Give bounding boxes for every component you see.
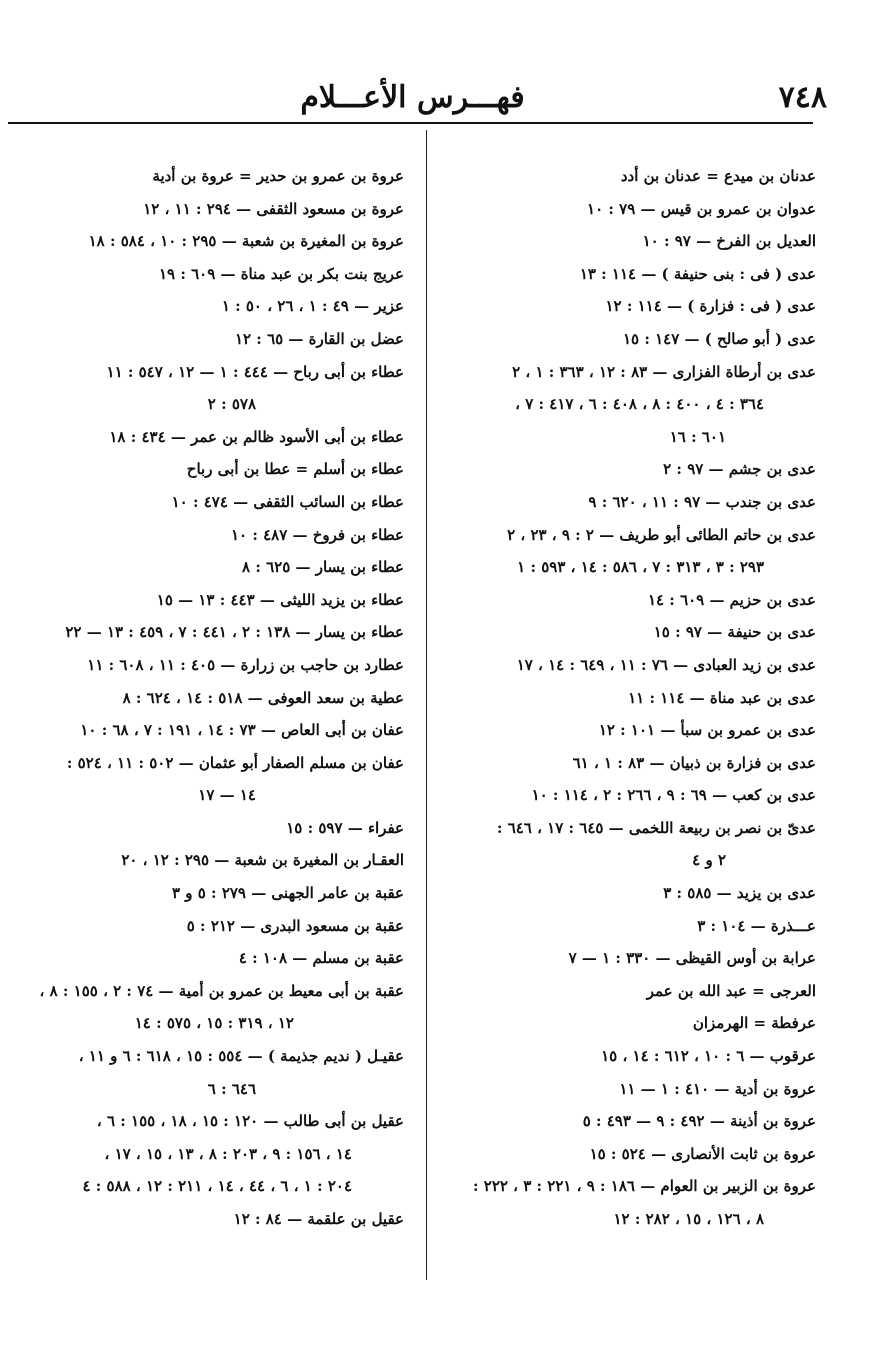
index-entry-continuation: ١٢ ، ٣١٩ : ١٥ ، ٥٧٥ : ١٤: [134, 1014, 294, 1033]
index-entry: عضل بن القارة — ٦٥ : ١٢: [234, 329, 404, 348]
index-entry: عـــذرة — ١٠٤ : ٣: [697, 916, 816, 935]
index-entry: عروة بن ثابت الأنصارى — ٥٢٤ : ١٥: [589, 1144, 816, 1163]
index-entry-continuation: ٢٩٣ : ٣ ، ٣١٣ : ٧ ، ٥٨٦ : ١٤ ، ٥٩٣ : ١: [517, 558, 764, 577]
index-entry: عروة بن المغيرة بن شعبة — ٢٩٥ : ١٠ ، ٥٨٤ : ١٨: [88, 232, 404, 251]
index-entry: عطارد بن حاجب بن زرارة — ٤٠٥ : ١١ ، ٦٠٨ : ١١: [87, 655, 404, 674]
index-entry: عطاء بن أبى الأسود ظالم بن عمر — ٤٣٤ : ١٨: [109, 427, 404, 446]
index-entry: عروة بن الزبير بن العوام — ١٨٦ : ٩ ، ٢٢١ : ٣ ، ٢٢٢ :: [473, 1177, 816, 1196]
index-entry-continuation: ٨ ، ١٢٦ ، ١٥ ، ٢٨٢ : ١٢: [613, 1210, 764, 1228]
index-entry-continuation: ٢٠٤ : ١ ، ٦ ، ٤٤ ، ١٤ ، ٢١١ : ١٢ ، ٥٨٨ : ٤: [82, 1177, 352, 1196]
index-entry: عطاء بن يزيد الليثى — ٤٤٣ : ١٣ — ١٥: [156, 590, 404, 609]
index-entry: عروة بن أدية — ٤١٠ : ١ — ١١: [619, 1079, 816, 1098]
index-entry: عطاء بن أبى رباح — ٤٤٤ : ١ — ١٢ ، ٥٤٧ : ١١: [106, 362, 404, 381]
index-entry: عطاء بن أسلم = عطا بن أبى رباح: [186, 460, 404, 479]
index-entry: عدى بن أرطاة الفزارى — ٨٣ : ١٢ ، ٣٦٣ : ١ ، ٢: [512, 362, 816, 381]
index-entry-continuation: ٥٧٨ : ٢: [207, 395, 256, 414]
index-entry: عروة بن أذينة — ٤٩٢ : ٩ — ٤٩٣ : ٥: [582, 1112, 816, 1131]
index-entry: عدى ( أبو صالح ) — ١٤٧ : ١٥: [622, 329, 816, 348]
index-entry: عدى بن جندب — ٩٧ : ١١ ، ٦٢٠ : ٩: [588, 492, 816, 511]
index-entry: عطاء بن السائب الثقفى — ٤٧٤ : ١٠: [171, 492, 404, 511]
index-entry: عطاء بن يسار — ١٣٨ : ٢ ، ٤٤١ : ٧ ، ٤٥٩ : ١٣ — ٢٢: [65, 623, 404, 642]
index-entry: عفان بن مسلم الصفار أبو عثمان — ٥٠٢ : ١١ ، ٥٢٤ :: [66, 753, 404, 772]
index-entry: عدى بن حنيفة — ٩٧ : ١٥: [653, 623, 816, 642]
index-entry: عطاء بن فروخ — ٤٨٧ : ١٠: [230, 525, 404, 544]
index-entry-continuation: ٦٠١ : ١٦: [669, 427, 726, 446]
index-entry: عزير — ٤٩ : ١ ، ٢٦ ، ٥٠ : ١: [221, 297, 404, 316]
index-entry-continuation: ١٤ — ١٧: [198, 786, 256, 805]
index-entry: عدى بن حزيم — ٦٠٩ : ١٤: [647, 590, 816, 609]
index-entry: عريج بنت بكر بن عبد مناة — ٦٠٩ : ١٩: [158, 264, 404, 283]
index-entry: عفان بن أبى العاص — ٧٣ : ١٤ ، ١٩١ : ٧ ، ٦٨ : ١٠: [80, 721, 404, 740]
index-entry: العرجى = عبد الله بن عمر: [646, 981, 816, 1000]
index-entry: عرفطة = الهرمزان: [692, 1014, 816, 1033]
header-rule: [8, 122, 813, 124]
index-entry: عدى ( فى : فزارة ) — ١١٤ : ١٢: [605, 297, 816, 316]
index-column-right: [438, 160, 816, 1270]
index-entry: عفراء — ٥٩٧ : ١٥: [286, 818, 404, 837]
index-entry: عدى بن جشم — ٩٧ : ٢: [663, 460, 816, 479]
index-entry: عدى بن حاتم الطائى أبو طريف — ٢ : ٩ ، ٢٣ ، ٢: [507, 525, 816, 544]
index-entry-continuation: ٦٤٦ : ٦: [207, 1079, 256, 1098]
index-entry-continuation: ١٤ ، ١٥٦ : ٩ ، ٢٠٣ : ٨ ، ١٣ ، ١٥ ، ١٧ ،: [104, 1144, 352, 1163]
index-entry: عرقوب — ٦ : ١٠ ، ٦١٢ : ١٤ ، ١٥: [601, 1047, 816, 1066]
page-number: ٧٤٨: [778, 80, 827, 115]
index-entry: عدى بن زيد العبادى — ٧٦ : ١١ ، ٦٤٩ : ١٤ ، ١٧: [516, 655, 816, 674]
index-entry: عقيـل ( نديم جذيمة ) — ٥٥٤ : ١٥ ، ٦١٨ : ٦ و ١١ ،: [78, 1047, 404, 1066]
index-entry: عقيل بن أبى طالب — ١٢٠ : ١٥ ، ١٨ ، ١٥٥ : ٦ ،: [96, 1112, 404, 1131]
index-entry: عدى بن كعب — ٦٩ : ٩ ، ٢٦٦ : ٢ ، ١١٤ : ١٠: [531, 786, 816, 805]
index-entry: عروة بن مسعود الثقفى — ٢٩٤ : ١١ ، ١٢: [143, 199, 404, 218]
index-entry: عقبة بن مسعود البدرى — ٢١٢ : ٥: [186, 916, 404, 935]
index-entry: عطية بن سعد العوفى — ٥١٨ : ١٤ ، ٦٢٤ : ٨: [122, 688, 404, 707]
index-entry: عروة بن عمرو بن حدير = عروة بن أدية: [152, 167, 404, 185]
index-entry: عدى بن يزيد — ٥٨٥ : ٣: [663, 884, 816, 903]
page-title: فهـــرس الأعـــلام: [300, 80, 525, 115]
index-entry-continuation: ٢ و ٤: [692, 851, 726, 870]
index-entry: عدى بن فزارة بن ذبيان — ٨٣ : ١ ، ٦١: [572, 753, 816, 772]
index-entry: عقبة بن مسلم — ١٠٨ : ٤: [238, 949, 404, 968]
index-entry: عطاء بن يسار — ٦٢٥ : ٨: [242, 558, 404, 577]
index-entry: عدى ( فى : بنى حنيفة ) — ١١٤ : ١٣: [579, 264, 816, 283]
index-entry: عدنان بن ميدع = عدنان بن أدد: [620, 167, 816, 185]
index-entry: عقيل بن علقمة — ٨٤ : ١٢: [233, 1210, 404, 1228]
index-entry: عدىّ بن نصر بن ربيعة اللخمى — ٦٤٥ : ١٧ ، ٦٤٦ :: [496, 818, 816, 837]
index-entry: عدى بن عمرو بن سبأ — ١٠١ : ١٢: [598, 721, 816, 740]
index-column-left: [20, 160, 404, 1270]
index-entry: عدى بن عبد مناة — ١١٤ : ١١: [628, 688, 816, 707]
index-entry: عدوان بن عمرو بن قيس — ٧٩ : ١٠: [587, 199, 816, 218]
index-entry-continuation: ٣٦٤ : ٤ ، ٤٠٠ : ٨ ، ٤٠٨ : ٦ ، ٤١٧ : ٧ ،: [515, 395, 764, 414]
index-entry: عقبة بن أبى معيط بن عمرو بن أمية — ٧٤ : ٢ ، ١٥٥ : ٨ ،: [39, 981, 404, 1000]
column-divider: [426, 130, 427, 1280]
index-entry: عرابة بن أوس القيظى — ٣٣٠ : ١ — ٧: [568, 949, 816, 968]
index-entry: عقبة بن عامر الجهنى — ٢٧٩ : ٥ و ٣: [172, 884, 404, 903]
index-entry: العقـار بن المغيرة بن شعبة — ٢٩٥ : ١٢ ، ٢٠: [121, 851, 404, 870]
index-entry: العديل بن الفرخ — ٩٧ : ١٠: [642, 232, 816, 251]
